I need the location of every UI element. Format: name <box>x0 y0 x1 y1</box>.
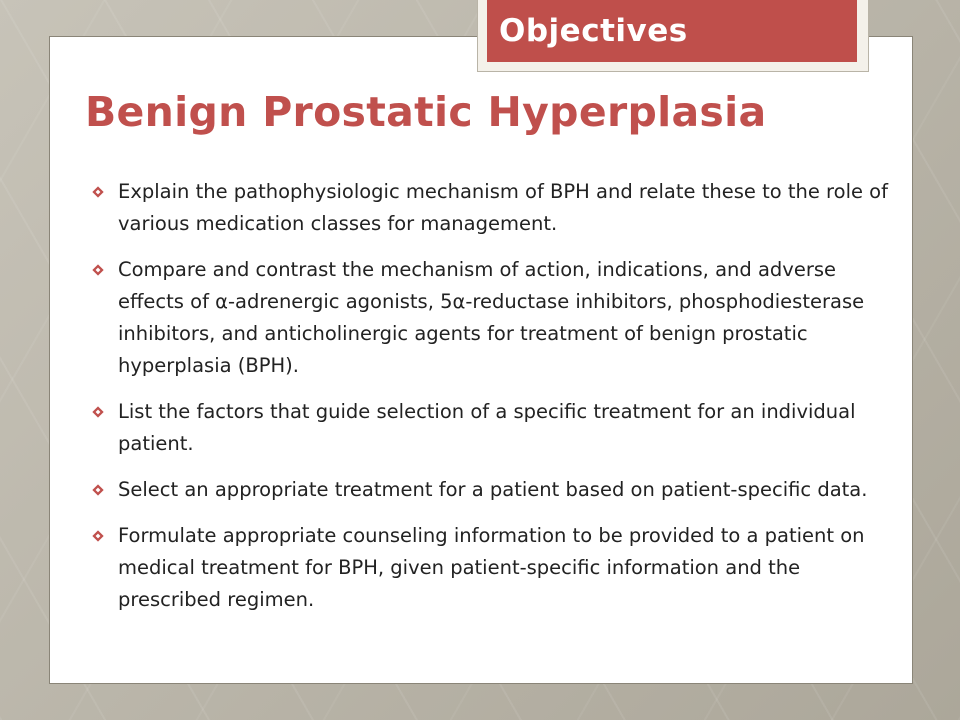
objective-text: List the factors that guide selection of a specific treatment for an individual patient. <box>118 400 856 455</box>
objective-item <box>90 176 890 240</box>
objective-text: Explain the pathophysiologic mechanism of BPH and relate these to the role of various medication classes for management. <box>118 180 888 235</box>
diamond-bullet-icon <box>92 484 104 496</box>
objective-item <box>90 254 890 382</box>
section-tab <box>487 0 857 62</box>
objective-text: Formulate appropriate counseling information to be provided to a patient on medical treatment for BPH, given patient-specific information and the prescribed regimen. <box>118 524 865 611</box>
objectives-list <box>90 176 890 630</box>
objective-text: Compare and contrast the mechanism of action, indications, and adverse effects of α-adrenergic agonists, 5α-reductase inhibitors, phosphodiesterase inhibitors, and anticholinergic agents for treatment of benign prostatic hyperplasia (BPH). <box>118 258 865 377</box>
objective-item <box>90 474 890 506</box>
diamond-bullet-icon <box>92 186 104 198</box>
section-tab-label: Objectives <box>499 13 688 49</box>
diamond-bullet-icon <box>92 264 104 276</box>
diamond-bullet-icon <box>92 406 104 418</box>
slide-title: Benign Prostatic Hyperplasia <box>85 88 767 136</box>
objective-text: Select an appropriate treatment for a patient based on patient-specific data. <box>118 478 868 501</box>
objective-item <box>90 396 890 460</box>
objective-item <box>90 520 890 616</box>
diamond-bullet-icon <box>92 530 104 542</box>
